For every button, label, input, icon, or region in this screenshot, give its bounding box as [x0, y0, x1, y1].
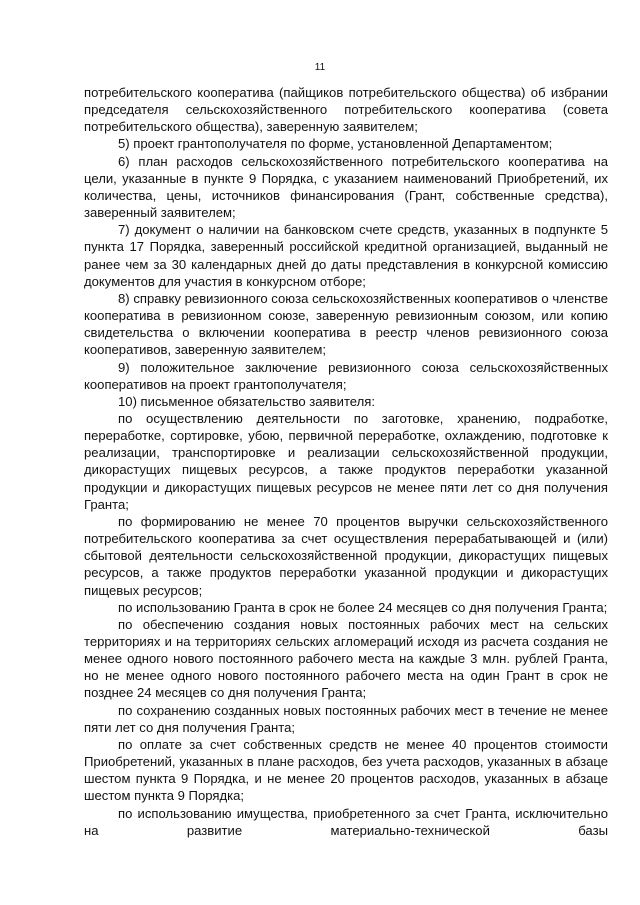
paragraph: потребительского кооператива (пайщиков потребительского общества) об избрании председателя сельскохозяйственного потребительского кооператива (совета потребительского общества), заверенную заявителем; [84, 85, 608, 135]
paragraph: по осуществлению деятельности по заготовке, хранению, подработке, переработке, сортировке, убою, первичной переработке, охлаждению, подготовке к реализации, транспортировке и реализации сельскохозяйственной продукции, дикорастущих пищевых ресурсов, а также продуктов переработки указанной продукции и дикорастущих пищевых ресурсов не менее пяти лет со дня получения Гранта; [84, 410, 608, 512]
paragraph: по использованию имущества, приобретенного за счет Гранта, исключительно на развитие материально-технической базы [84, 805, 608, 838]
paragraph: по оплате за счет собственных средств не менее 40 процентов стоимости Приобретений, указанных в плане расходов, без учета расходов, указанных в абзаце шестом пункта 9 Порядка, и не менее 20 процентов расходов, указанных в абзаце шестом пункта 9 Порядка; [84, 736, 608, 804]
paragraph: по формированию не менее 70 процентов выручки сельскохозяйственного потребительского кооператива за счет осуществления перерабатывающей и (или) сбытовой деятельности сельскохозяйственной продукции, дикорастущих пищевых ресурсов, а также продуктов переработки указанной продукции и дикорастущих пищевых ресурсов; [84, 513, 608, 598]
paragraph: по использованию Гранта в срок не более 24 месяцев со дня получения Гранта; [118, 599, 608, 615]
paragraph: 6) план расходов сельскохозяйственного потребительского кооператива на цели, указанные в пункте 9 Порядка, с указанием наименований Приобретений, их количества, цены, источников финансирования (Грант, собственные средства), заверенный заявителем; [84, 153, 608, 221]
paragraph: по сохранению созданных новых постоянных рабочих мест в течение не менее пяти лет со дня получения Гранта; [84, 702, 608, 735]
paragraph: 8) справку ревизионного союза сельскохозяйственных кооперативов о членстве кооператива в ревизионном союзе, заверенную ревизионным союзом, или копию свидетельства о включении кооператива в реестр членов ревизионного союза кооперативов, заверенную заявителем; [84, 290, 608, 358]
paragraph: 10) письменное обязательство заявителя: [118, 393, 376, 409]
document-body [84, 84, 608, 839]
paragraph: 7) документ о наличии на банковском счете средств, указанных в подпункте 5 пункта 17 Порядка, заверенный российской кредитной организацией, выданный не ранее чем за 30 календарных дней до даты представления в конкурсной комиссию документов для участия в конкурсном отборе; [84, 222, 608, 289]
page-number: 11 [314, 62, 326, 73]
paragraph: 5) проект грантополучателя по форме, установленной Департаментом; [118, 136, 553, 152]
paragraph: по обеспечению создания новых постоянных рабочих мест на сельских территориях и на территориях сельских агломераций исходя из расчета создания не менее одного нового постоянного рабочего места на каждые 3 млн. рублей Гранта, но не менее одного нового постоянного рабочего места на один Грант в срок не позднее 24 месяцев со дня получения Гранта; [84, 616, 608, 701]
paragraph: 9) положительное заключение ревизионного союза сельскохозяйственных кооперативов на проект грантополучателя; [84, 359, 608, 392]
